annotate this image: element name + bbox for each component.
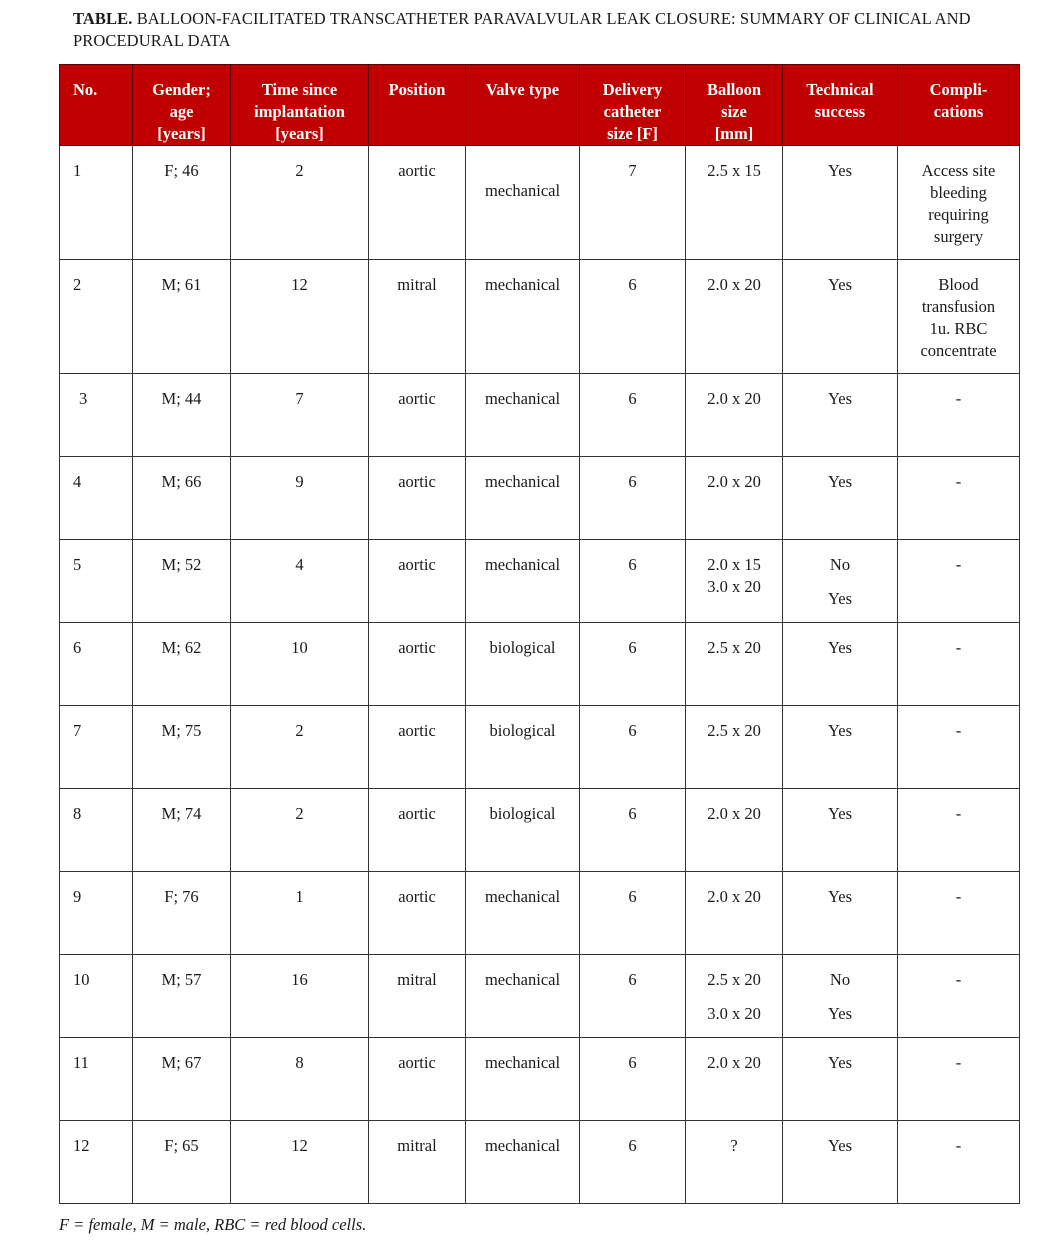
cell-success: Yes [783,623,898,706]
cell-position: aortic [369,1038,466,1121]
cell-time: 2 [231,706,369,789]
cell-catheter: 6 [580,789,686,872]
cell-valve-type: mechanical [466,955,580,1038]
table-row [60,872,1020,955]
cell-valve-type: mechanical [466,457,580,540]
cell-time: 9 [231,457,369,540]
cell-balloon: 2.0 x 20 [686,457,783,540]
table-row [60,623,1020,706]
cell-complications: - [898,872,1020,955]
data-table [59,64,1020,1204]
cell-valve-type: mechanical [466,1038,580,1121]
cell-gender-age: M; 66 [133,457,231,540]
cell-success: Yes [783,1038,898,1121]
cell-catheter: 6 [580,540,686,623]
cell-catheter: 6 [580,374,686,457]
cell-success: No Yes [783,955,898,1038]
table-row [60,706,1020,789]
cell-balloon: 2.5 x 20 3.0 x 20 [686,955,783,1038]
cell-success: Yes [783,789,898,872]
cell-success: Yes [783,146,898,260]
cell-success: Yes [783,457,898,540]
cell-success: Yes [783,706,898,789]
cell-valve-type: biological [466,789,580,872]
cell-catheter: 6 [580,1038,686,1121]
cell-success: Yes [783,260,898,374]
cell-catheter: 6 [580,623,686,706]
cell-complications: Blood transfusion 1u. RBC concentrate [898,260,1020,374]
cell-no: 12 [60,1121,133,1204]
cell-valve-type: mechanical [466,872,580,955]
cell-time: 16 [231,955,369,1038]
cell-time: 12 [231,1121,369,1204]
cell-balloon: 2.0 x 15 3.0 x 20 [686,540,783,623]
cell-position: aortic [369,540,466,623]
table-title [73,8,1033,52]
cell-complications: - [898,955,1020,1038]
cell-position: aortic [369,374,466,457]
table-row [60,789,1020,872]
cell-complications: - [898,374,1020,457]
header-position: Position [369,65,466,146]
cell-balloon: 2.0 x 20 [686,260,783,374]
cell-catheter: 6 [580,706,686,789]
cell-no: 11 [60,1038,133,1121]
cell-gender-age: M; 61 [133,260,231,374]
header-valve-type: Valve type [466,65,580,146]
table-row [60,374,1020,457]
cell-no: 8 [60,789,133,872]
cell-valve-type: biological [466,623,580,706]
cell-catheter: 7 [580,146,686,260]
cell-valve-type: mechanical [466,1121,580,1204]
cell-complications: - [898,457,1020,540]
cell-success: Yes [783,1121,898,1204]
cell-no: 1 [60,146,133,260]
cell-gender-age: M; 44 [133,374,231,457]
header-no: No. [60,65,133,146]
cell-success: Yes [783,374,898,457]
header-delivery-catheter: Delivery catheter size [F] [580,65,686,146]
cell-position: mitral [369,955,466,1038]
cell-valve-type: mechanical [466,540,580,623]
cell-complications: - [898,540,1020,623]
header-technical-success: Technical success [783,65,898,146]
cell-gender-age: M; 62 [133,623,231,706]
cell-catheter: 6 [580,1121,686,1204]
cell-time: 10 [231,623,369,706]
cell-position: aortic [369,872,466,955]
cell-time: 2 [231,789,369,872]
table-row [60,955,1020,1038]
header-balloon-size: Balloon size [mm] [686,65,783,146]
table-row [60,1121,1020,1204]
table-caption: BALLOON-FACILITATED TRANSCATHETER PARAVALVULAR LEAK CLOSURE: SUMMARY OF CLINICAL AND PROCEDURAL DATA [73,9,971,50]
cell-no: 3 [60,374,133,457]
table-footnote: F = female, M = male, RBC = red blood cells. [59,1215,367,1234]
cell-complications: - [898,706,1020,789]
cell-position: mitral [369,260,466,374]
cell-catheter: 6 [580,260,686,374]
cell-position: aortic [369,706,466,789]
cell-no: 10 [60,955,133,1038]
cell-gender-age: M; 57 [133,955,231,1038]
cell-gender-age: F; 76 [133,872,231,955]
cell-balloon: ? [686,1121,783,1204]
table-row [60,1038,1020,1121]
header-time-since-implantation: Time since implantation [years] [231,65,369,146]
cell-gender-age: M; 52 [133,540,231,623]
cell-valve-type: mechanical [466,260,580,374]
cell-success: Yes [783,872,898,955]
header-complications: Compli- cations [898,65,1020,146]
cell-catheter: 6 [580,457,686,540]
cell-valve-type: mechanical [466,374,580,457]
cell-position: aortic [369,789,466,872]
cell-no: 7 [60,706,133,789]
cell-time: 2 [231,146,369,260]
header-row [60,65,1020,146]
cell-balloon: 2.5 x 20 [686,706,783,789]
cell-balloon: 2.5 x 20 [686,623,783,706]
cell-balloon: 2.0 x 20 [686,789,783,872]
table-row [60,146,1020,260]
table-row [60,260,1020,374]
cell-complications: - [898,623,1020,706]
cell-balloon: 2.0 x 20 [686,872,783,955]
cell-no: 5 [60,540,133,623]
header-gender-age: Gender; age [years] [133,65,231,146]
table-row [60,457,1020,540]
table-label: TABLE. [73,9,133,28]
cell-position: mitral [369,1121,466,1204]
cell-gender-age: M; 74 [133,789,231,872]
cell-complications: - [898,1038,1020,1121]
cell-complications: Access site bleeding requiring surgery [898,146,1020,260]
cell-gender-age: F; 65 [133,1121,231,1204]
cell-balloon: 2.0 x 20 [686,1038,783,1121]
cell-complications: - [898,1121,1020,1204]
cell-balloon: 2.0 x 20 [686,374,783,457]
cell-no: 2 [60,260,133,374]
cell-catheter: 6 [580,955,686,1038]
cell-position: aortic [369,146,466,260]
cell-catheter: 6 [580,872,686,955]
table-row [60,540,1020,623]
cell-time: 8 [231,1038,369,1121]
cell-balloon: 2.5 x 15 [686,146,783,260]
cell-complications: - [898,789,1020,872]
cell-time: 4 [231,540,369,623]
cell-gender-age: F; 46 [133,146,231,260]
cell-time: 7 [231,374,369,457]
cell-valve-type: mechanical [466,146,580,260]
cell-position: aortic [369,457,466,540]
cell-gender-age: M; 67 [133,1038,231,1121]
cell-no: 9 [60,872,133,955]
cell-gender-age: M; 75 [133,706,231,789]
cell-no: 4 [60,457,133,540]
cell-time: 12 [231,260,369,374]
cell-success: No Yes [783,540,898,623]
cell-position: aortic [369,623,466,706]
cell-valve-type: biological [466,706,580,789]
cell-no: 6 [60,623,133,706]
cell-time: 1 [231,872,369,955]
